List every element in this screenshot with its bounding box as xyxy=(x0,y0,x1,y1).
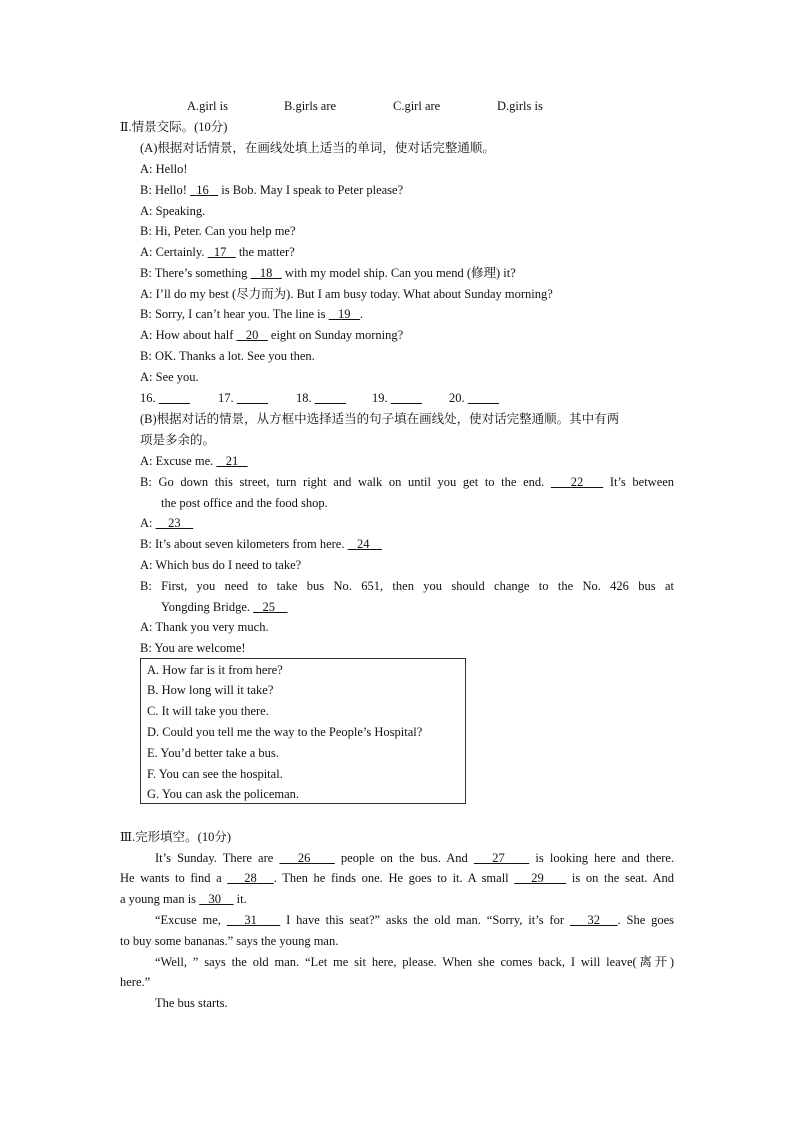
partB-instruction-cont: 项是多余的。 xyxy=(140,433,216,447)
blank-30: 30 xyxy=(208,892,222,906)
dialogue-line: A: 23 xyxy=(140,514,193,532)
cloze-line: He wants to find a 28 . Then he finds one. He goes to it. A small 29 is on the seat. And xyxy=(120,871,674,885)
cloze-line: “Excuse me, 31 I have this seat?” asks the old man. “Sorry, it’s for 32 . She goes xyxy=(155,913,675,927)
q15-option-d: D.girls is xyxy=(497,99,543,113)
section2-title: Ⅱ.情景交际。(10分) xyxy=(120,120,228,134)
choice-g: G. You can ask the policeman. xyxy=(147,787,300,801)
q15-option-a: A.girl is xyxy=(187,99,228,113)
blank-17: 17 xyxy=(213,245,227,259)
dialogue-line-cont: the post office and the food shop. xyxy=(161,496,328,510)
dialogue-line: B: Go down this street, turn right and walk on until you get to the end. 22 It’s between xyxy=(140,475,675,489)
cloze-line: The bus starts. xyxy=(155,996,228,1010)
blank-24: 24 xyxy=(356,537,370,551)
answer-slot-20: 20. xyxy=(449,391,465,405)
blank-23: 23 xyxy=(168,516,181,530)
dialogue-line: B: Hello! 16 is Bob. May I speak to Peter please? xyxy=(140,183,404,197)
blank-27: 27 xyxy=(492,851,505,865)
dialogue-line: B: First, you need to take bus No. 651, then you should change to the No. 426 bus at xyxy=(140,579,674,593)
dialogue-line: A: Hello! xyxy=(140,162,188,176)
blank-26: 26 xyxy=(297,851,311,865)
q15-option-c: C.girl are xyxy=(393,99,441,113)
cloze-line: a young man is 30 it. xyxy=(120,892,247,906)
dialogue-line: A: How about half 20 eight on Sunday morning? xyxy=(140,328,404,342)
dialogue-line: A: Certainly. 17 the matter? xyxy=(140,245,295,259)
blank-32: 32 xyxy=(587,913,600,927)
dialogue-line: A: Speaking. xyxy=(140,204,206,218)
cloze-line: to buy some bananas.” says the young man. xyxy=(120,934,339,948)
blank-16: 16 xyxy=(196,183,209,197)
answer-slot-19: 19. xyxy=(372,391,388,405)
choice-c: C. It will take you there. xyxy=(147,704,269,718)
answer-slot-18: 18. xyxy=(296,391,312,405)
blank-31: 31 xyxy=(244,913,257,927)
dialogue-line: A: Excuse me. 21 xyxy=(140,452,248,470)
blank-21: 21 xyxy=(225,454,239,468)
dialogue-line: B: It’s about seven kilometers from here. 24 xyxy=(140,535,382,553)
blank-22: 22 xyxy=(570,475,584,489)
dialogue-line: A: Thank you very much. xyxy=(140,620,269,634)
blank-18: 18 xyxy=(259,266,273,280)
blank-20: 20 xyxy=(245,328,259,342)
choice-f: F. You can see the hospital. xyxy=(147,767,283,781)
partA-instruction: (A)根据对话情景，在画线处填上适当的单词，使对话完整通顺。 xyxy=(140,141,495,155)
dialogue-line: A: I’ll do my best (尽力而为). But I am busy today. What about Sunday morning? xyxy=(140,287,553,301)
dialogue-line: B: You are welcome! xyxy=(140,641,246,655)
choice-a: A. How far is it from here? xyxy=(147,663,283,677)
blank-19: 19 xyxy=(338,307,351,321)
dialogue-line: B: There’s something 18 with my model ship. Can you mend (修理) it? xyxy=(140,266,516,280)
partB-instruction: (B)根据对话的情景，从方框中选择适当的句子填在画线处，使对话完整通顺。其中有两 xyxy=(140,412,620,426)
section3-title: Ⅲ.完形填空。(10分) xyxy=(120,830,232,844)
choice-e: E. You’d better take a bus. xyxy=(147,746,279,760)
dialogue-line: B: OK. Thanks a lot. See you then. xyxy=(140,349,315,363)
dialogue-line: A: Which bus do I need to take? xyxy=(140,558,302,572)
blank-25: 25 xyxy=(262,600,276,614)
blank-29: 29 xyxy=(531,871,544,885)
answer-slot-16: 16. xyxy=(140,391,156,405)
cloze-line: here.” xyxy=(120,975,151,989)
dialogue-line-cont: Yongding Bridge. 25 xyxy=(161,598,288,616)
dialogue-line: B: Hi, Peter. Can you help me? xyxy=(140,224,296,238)
q15-option-b: B.girls are xyxy=(284,99,337,113)
cloze-line: “Well, ” says the old man. “Let me sit here, please. When she comes back, I will leave(离开) xyxy=(155,955,674,969)
choice-b: B. How long will it take? xyxy=(147,683,274,697)
dialogue-line: B: Sorry, I can’t hear you. The line is 19 . xyxy=(140,307,363,321)
answer-slot-17: 17. xyxy=(218,391,234,405)
dialogue-line: A: See you. xyxy=(140,370,199,384)
blank-28: 28 xyxy=(244,871,257,885)
choice-d: D. Could you tell me the way to the People’s Hospital? xyxy=(147,725,423,739)
cloze-line: It’s Sunday. There are 26 people on the bus. And 27 is looking here and there. xyxy=(155,851,675,865)
